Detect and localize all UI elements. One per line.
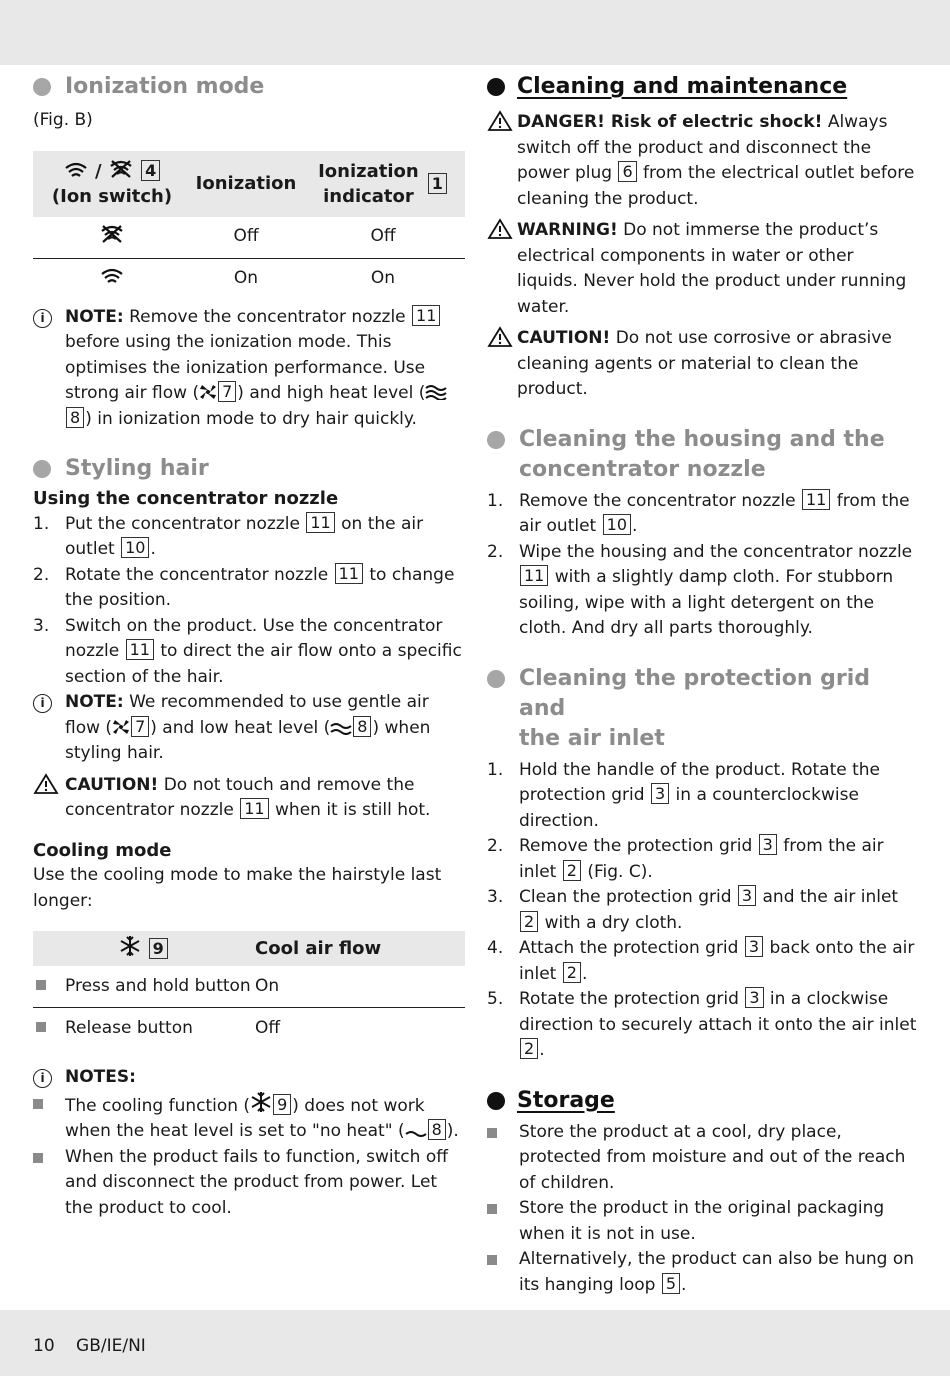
- square-bullet-icon: [487, 1128, 497, 1138]
- ref-box: 10: [121, 537, 149, 558]
- ref-box: 3: [738, 885, 756, 906]
- ionization-value: Off: [191, 217, 301, 259]
- warning-triangle-icon: [487, 110, 513, 132]
- list-item: 3. Switch on the product. Use the concentrator nozzle 11 to direct the air flow onto a specific section of the hair.: [33, 615, 462, 687]
- ref-box: 8: [428, 1119, 446, 1140]
- fan-icon: [112, 719, 130, 735]
- heat-low-icon: [330, 721, 352, 735]
- square-bullet-icon: [36, 1022, 46, 1032]
- warning-triangle-icon: [487, 326, 513, 348]
- ref-box: 2: [563, 860, 581, 881]
- snowflake-icon: [250, 1091, 272, 1113]
- cooling-intro: Use the cooling mode to make the hairstyle last longer:: [33, 865, 442, 911]
- list-item: 2. Rotate the concentrator nozzle 11 to change the position.: [33, 563, 455, 610]
- bullet-dot-icon: [33, 460, 51, 478]
- fan-icon: [199, 384, 217, 400]
- square-bullet-icon: [33, 1099, 43, 1109]
- info-icon: i: [33, 309, 52, 328]
- note-styling: i NOTE: We recommended to use gentle air flow ( 7 ) and low heat level ( 8 ) when styling hair.: [33, 690, 465, 767]
- ion-switch-label: (Ion switch): [51, 185, 173, 207]
- ref-box: 11: [335, 563, 363, 584]
- cool-button-header: [33, 931, 255, 966]
- table-row: [33, 217, 465, 259]
- bullet-dot-icon: [487, 1092, 505, 1110]
- list-item: 2. Wipe the housing and the concentrator nozzle 11 with a slightly damp cloth. For stubborn soiling, wipe with a light detergent on the cloth. And dry all parts thoroughly.: [487, 541, 913, 638]
- subheading-cooling: Cooling mode: [33, 839, 172, 861]
- list-item: Alternatively, the product can also be hung on its hanging loop 5 .: [487, 1247, 919, 1298]
- ionization-header: Ionization: [191, 151, 301, 217]
- ref-box: 8: [353, 716, 371, 737]
- heading-storage: Storage: [487, 1086, 919, 1116]
- list-item: 4. Attach the protection grid 3 back onto the air inlet 2 .: [487, 937, 915, 984]
- square-bullet-icon: [33, 1153, 43, 1163]
- crossed-waves-icon: [99, 224, 125, 244]
- ref-box: 11: [802, 489, 830, 510]
- list-item: 1. Remove the concentrator nozzle 11 from the air outlet 10 .: [487, 489, 910, 536]
- page-number: 10: [33, 1336, 55, 1356]
- row-icon-cell: [33, 258, 191, 300]
- danger-note: DANGER! Risk of electric shock! Always switch off the product and disconnect the power plug 6 from the electrical outlet before cleaning the product.: [487, 110, 919, 212]
- bullet-dot-icon: [487, 431, 505, 449]
- list-item: 3. Clean the protection grid 3 and the air inlet 2 with a dry cloth.: [487, 886, 899, 933]
- storage-list: [487, 1120, 919, 1299]
- ref-box: 9: [149, 938, 168, 959]
- top-band: [0, 0, 950, 65]
- list-item: Store the product at a cool, dry place, protected from moisture and out of the reach of children.: [487, 1120, 919, 1197]
- square-bullet-icon: [36, 980, 46, 990]
- list-item: 2. Remove the protection grid 3 from the air inlet 2 (Fig. C).: [487, 835, 884, 882]
- ref-box: 5: [662, 1273, 680, 1294]
- bullet-dot-icon: [487, 78, 505, 96]
- table-row: Press and hold button On: [33, 966, 465, 1008]
- heading-cleaning-grid: Cleaning the protection grid and the air inlet: [487, 664, 919, 754]
- right-column: [487, 72, 919, 1298]
- note-ionization: i NOTE: Remove the concentrator nozzle 11 before using the ionization mode. This optimises the ionization performance. Use strong air flow ( 7 ) and high heat level (8 ) in ionization mode to dry hair quickly.: [33, 305, 465, 433]
- indicator-header: Ionization indicator 1: [301, 151, 465, 217]
- cooling-table: [33, 931, 465, 1049]
- bullet-dot-icon: [33, 78, 51, 96]
- notes-cooling: i NOTES:: [33, 1065, 465, 1091]
- indicator-value: Off: [301, 217, 465, 259]
- list-item: 5. Rotate the protection grid 3 in a clockwise direction to securely attach it onto the air inlet 2 .: [487, 988, 917, 1060]
- warning-triangle-icon: [33, 773, 59, 795]
- heading-styling-hair: Styling hair: [33, 454, 465, 484]
- ref-box: 11: [240, 798, 268, 819]
- square-bullet-icon: [487, 1204, 497, 1214]
- list-item: The cooling function ( 9 ) does not work when the heat level is set to "no heat" ( 8 ).: [33, 1091, 465, 1145]
- ref-box: 3: [745, 936, 763, 957]
- warning-triangle-icon: [487, 218, 513, 240]
- ref-box: 6: [618, 161, 636, 182]
- ref-box: 2: [520, 911, 538, 932]
- ref-box: 11: [126, 639, 154, 660]
- list-item: 1. Put the concentrator nozzle 11 on the air outlet 10 .: [33, 512, 424, 559]
- table-header-row: [33, 931, 465, 966]
- info-icon: i: [33, 694, 52, 713]
- bullet-dot-icon: [487, 670, 505, 688]
- left-column: [33, 72, 465, 1221]
- list-item: 1. Hold the handle of the product. Rotate the protection grid 3 in a counterclockwise direction.: [487, 759, 880, 831]
- table-row: Release button Off: [33, 1008, 465, 1050]
- ionization-table: [33, 151, 465, 300]
- ref-box: 2: [563, 962, 581, 983]
- row-icon-cell: [33, 217, 191, 259]
- ref-box: 11: [412, 305, 440, 326]
- ref-box: 3: [759, 834, 777, 855]
- caution-styling: CAUTION! Do not touch and remove the concentrator nozzle 11 when it is still hot.: [33, 773, 465, 824]
- crossed-waves-icon: [108, 159, 134, 179]
- indicator-value: On: [370, 268, 396, 289]
- cool-air-flow-header: Cool air flow: [255, 931, 465, 966]
- ref-box: 7: [218, 381, 236, 402]
- country-codes: GB/IE/NI: [76, 1336, 146, 1356]
- heat-high-icon: [425, 384, 447, 400]
- slash-text: /: [95, 160, 102, 182]
- housing-steps: [487, 489, 919, 642]
- ionization-value: On: [233, 268, 259, 289]
- cooling-notes-list: [33, 1091, 465, 1222]
- snowflake-icon: [119, 935, 141, 957]
- ref-box: 4: [141, 160, 160, 181]
- ref-box: 11: [306, 512, 334, 533]
- wifi-waves-icon: [99, 267, 125, 285]
- ref-box: 10: [603, 514, 631, 535]
- wifi-waves-icon: [63, 161, 89, 179]
- ref-box: 9: [273, 1094, 291, 1115]
- table-row: [33, 258, 465, 300]
- ref-box: 2: [520, 1038, 538, 1059]
- ref-box: 3: [651, 783, 669, 804]
- ref-box: 11: [520, 565, 548, 586]
- ion-switch-header: [33, 151, 191, 217]
- list-item: Store the product in the original packaging when it is not in use.: [487, 1196, 919, 1247]
- grid-steps: [487, 758, 919, 1064]
- fig-ref: (Fig. B): [33, 110, 93, 130]
- heading-cleaning-maintenance: Cleaning and maintenance: [487, 72, 919, 102]
- heading-ionization-mode: Ionization mode: [33, 72, 465, 102]
- ref-box: 1: [428, 173, 447, 194]
- ref-box: 8: [66, 407, 84, 428]
- caution-note: CAUTION! Do not use corrosive or abrasive cleaning agents or material to clean the product.: [487, 326, 919, 403]
- square-bullet-icon: [487, 1255, 497, 1265]
- warning-note: WARNING! Do not immerse the product’s electrical components in water or other liquids. Never hold the product under running water.: [487, 218, 919, 320]
- table-header-row: [33, 151, 465, 217]
- ref-box: 3: [745, 987, 763, 1008]
- subheading-concentrator: Using the concentrator nozzle: [33, 488, 339, 509]
- styling-steps: [33, 512, 465, 691]
- list-item: When the product fails to function, switch off and disconnect the product from power. Let the product to cool.: [33, 1145, 465, 1222]
- info-icon: i: [33, 1069, 52, 1088]
- page-footer: [33, 1335, 162, 1357]
- no-heat-icon: [405, 1128, 427, 1138]
- heading-cleaning-housing: Cleaning the housing and the concentrator nozzle: [487, 425, 919, 485]
- ref-box: 7: [131, 716, 149, 737]
